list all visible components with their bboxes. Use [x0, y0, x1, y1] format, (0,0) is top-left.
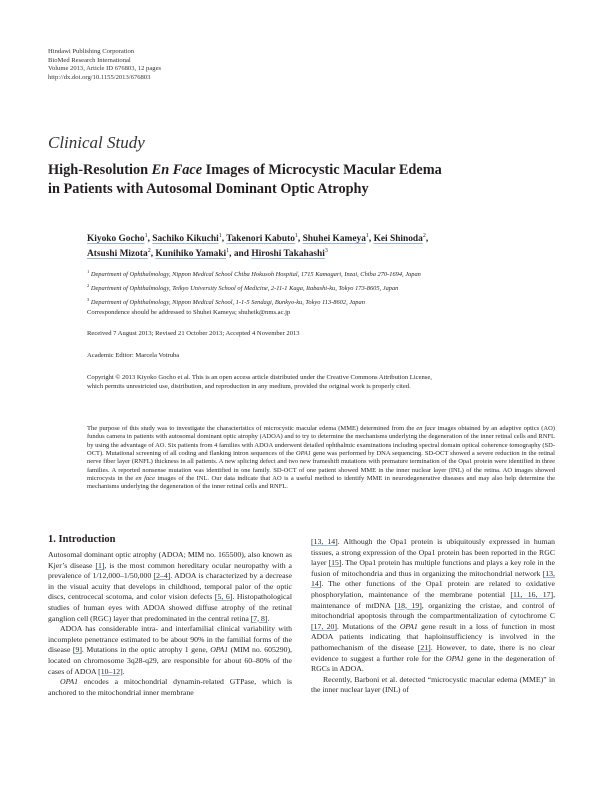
- article-dates: Received 7 August 2013; Revised 21 October 2013; Accepted 4 November 2013: [87, 330, 300, 337]
- citation-link[interactable]: [1]: [95, 560, 105, 570]
- section-heading: 1. Introduction: [48, 534, 116, 545]
- citation-link[interactable]: [13, 14]: [311, 568, 555, 589]
- author-name[interactable]: Shuhei Kameya: [302, 234, 366, 244]
- publisher-name: Hindawi Publishing Corporation: [48, 48, 135, 55]
- citation-link[interactable]: [21]: [417, 642, 431, 652]
- author-name[interactable]: Sachiko Kikuchi: [152, 234, 219, 244]
- doi-link[interactable]: http://dx.doi.org/10.1155/2013/676803: [48, 73, 151, 81]
- copyright-notice: Copyright © 2013 Kiyoko Gocho et al. This is an open access article distributed under the Creative Commons Attribution License, which permits unrestricted use, distribution, and reproduction in any medium, provided the original work is properly cited.: [87, 374, 432, 390]
- citation-link[interactable]: [17, 20]: [311, 621, 337, 631]
- citation-link[interactable]: [18, 19]: [394, 600, 422, 610]
- volume-info: Volume 2013, Article ID 676803, 12 pages: [48, 65, 162, 73]
- author-name[interactable]: Kiyoko Gocho: [87, 234, 145, 244]
- right-column: [311, 537, 555, 696]
- article-category: Clinical Study: [48, 133, 145, 152]
- author-name[interactable]: Kunihiko Yamaki: [155, 249, 227, 259]
- paragraph: [13, 14]. Although the Opa1 protein is ubiquitously expressed in human tissues, a strong expression of the Opa1 protein has been reported in the RGC layer [15]. The Opa1 protein has multiple functions and plays a key role in the fusion of mitochondria and thus in organizing the mitochondrial network [13, 14]. The other functions of the Opa1 protein are related to oxidative phosphorylation, maintenance of the membrane potential [11, 16, 17], maintenance of mtDNA [18, 19], organizing the cristae, and control of mitochondrial apoptosis through the compartmentalization of cytochrome C [17, 20]. Mutations of the OPA1 gene result in a loss of function in most ADOA patients indicating that haploinsufficiency is involved in the pathomechanism of the disease [21]. However, to date, there is no clear evidence to suggest a further role for the OPA1 gene in the degeneration of RGCs in ADOA.: [311, 537, 556, 674]
- citation-link[interactable]: [7, 8]: [250, 613, 268, 623]
- citation-link[interactable]: [15]: [328, 558, 342, 568]
- author-name[interactable]: Takenori Kabuto: [226, 234, 295, 244]
- affiliation-item: $^3$ Department of Ophthalmology, Nippon Medical School, 1-1-5 Sendagi, Bunkyo-ku, Tokyo 113-8602, Japan: [87, 297, 365, 307]
- author-name[interactable]: Kei Shinoda: [373, 234, 423, 244]
- running-header: [48, 48, 161, 82]
- paragraph: OPA1 encodes a mitochondrial dynamin-related GTPase, which is anchored to the mitochondrial inner membrane: [48, 677, 292, 697]
- citation-link[interactable]: [11, 16, 17]: [510, 589, 554, 599]
- paragraph: ADOA has considerable intra- and interfamilial clinical variability with incomplete penetrance estimated to be about 90% in the familial forms of the disease [9]. Mutations in the optic atrophy 1 gene, OPA1 (MIM no. 605290), located on chromosome 3q28-q29, are responsible for about 60–80% of the cases of ADOA [10–12].: [48, 624, 292, 676]
- affiliations: [87, 266, 557, 308]
- citation-link[interactable]: [13, 14]: [311, 537, 338, 546]
- abstract: The purpose of this study was to investigate the characteristics of microcystic macular edema (MME) determined from the en face images obtained by an adaptive optics (AO) fundus camera in patients with autosomal dominant optic atrophy (ADOA) and to try to determine the mechanisms underlying the degeneration of the inner retinal cells and RNFL by using the advantage of AO. Six patients from 4 families with ADOA underwent detailed ophthalmic examinations including spectral domain optical coherence tomography (SD-OCT). Mutational screening of all coding and flanking intron sequences of the OPA1 gene was performed by DNA sequencing. SD-OCT showed a severe reduction in the retinal nerve fiber layer (RNFL) thickness in all patients. A new splicing defect and two new frameshift mutations with premature termination of the Opa1 protein were identified in three families. A reported nonsense mutation was identified in one family. SD-OCT of one patient showed MME in the inner nuclear layer (INL) of the retina. AO images showed microcysts in the en face images of the INL. Our data indicate that AO is a useful method to identify MME in neurodegenerative diseases and may also help determine the mechanisms underlying the degeneration of the inner retinal cells and RNFL.: [87, 425, 555, 491]
- citation-link[interactable]: [9]: [72, 645, 82, 655]
- author-name[interactable]: Hiroshi Takahashi: [251, 249, 325, 259]
- correspondence: Correspondence should be addressed to Shuhei Kameya; shuheik@nms.ac.jp: [87, 309, 291, 316]
- paragraph: Recently, Barboni et al. detected “microcystic macular edema (MME)” in the inner nuclear layer (INL) of: [311, 674, 555, 695]
- paragraph: Autosomal dominant optic atrophy (ADOA; MIM no. 165500), also known as Kjer’s disease [1], is the most common hereditary ocular neuropathy with a prevalence of 1/12,000–1/50,000 [2–4]. ADOA is characterized by a decrease in the visual acuity that develops in childhood, temporal palor of the optic discs, centrocecal scotoma, and color vision defects [5, 6]. Histopathological studies of human eyes with ADOA showed diffuse atrophy of the retinal ganglion cell (RGC) layer that predominated in the central retina [7, 8].: [48, 550, 293, 623]
- journal-name: BioMed Research International: [48, 56, 131, 64]
- article-title: High-Resolution En Face Images of Microcystic Macular Edema in Patients with Autosomal Dominant Optic Atrophy: [48, 162, 442, 197]
- citation-link[interactable]: [10–12]: [98, 666, 123, 676]
- author-name[interactable]: Atsushi Mizota: [87, 249, 148, 259]
- affiliation-item: $^2$ Department of Ophthalmology, Teikyo University School of Medicine, 2-11-1 Kaga, Itabashi-ku, Tokyo 173-8605, Japan: [87, 283, 399, 293]
- author-list: Kiyoko Gocho$^1$, Sachiko Kikuchi$^1$, Takenori Kabuto$^1$, Shuhei Kameya$^1$, Kei Shinoda$^2$, Atsushi Mizota$^2$, Kunihiko Yamaki$^1$, and Hiroshi Takahashi$^3$: [87, 232, 429, 259]
- citation-link[interactable]: [2–4]: [153, 571, 171, 581]
- left-column: [48, 533, 292, 698]
- citation-link[interactable]: [5, 6]: [214, 592, 233, 602]
- affiliation-item: $^1$ Department of Ophthalmology, Nippon Medical School Chiba Hokusoh Hospital, 1715 Kamagari, Inzai, Chiba 270-1694, Japan: [87, 269, 421, 279]
- academic-editor: Academic Editor: Marcela Votruba: [87, 352, 180, 359]
